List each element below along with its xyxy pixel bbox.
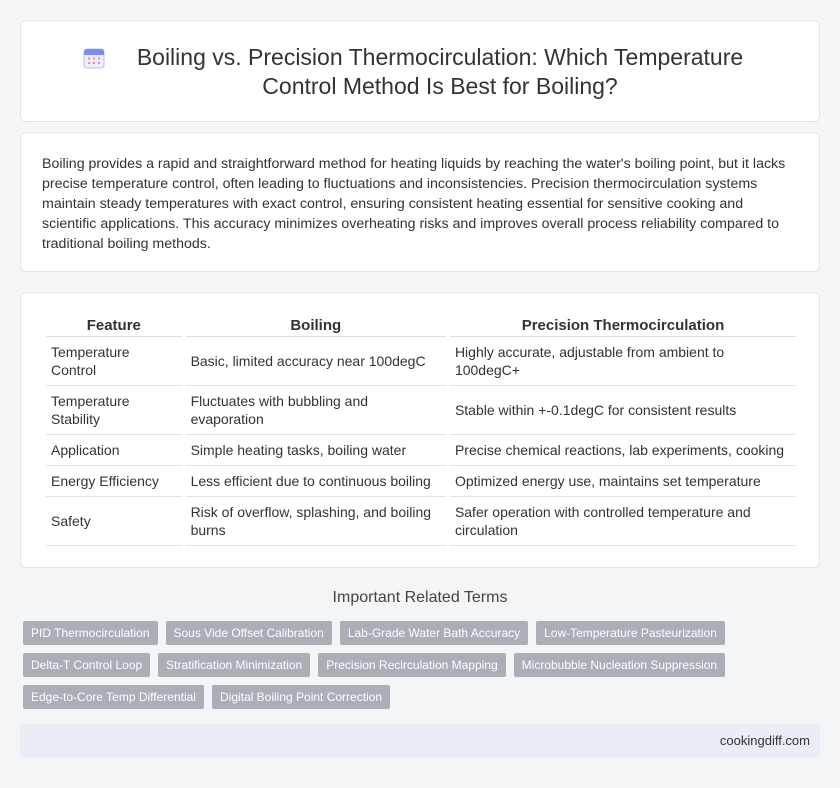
- related-term-tag[interactable]: Stratification Minimization: [158, 653, 310, 677]
- table-row: [46, 466, 796, 497]
- footer: [20, 724, 820, 758]
- table-row: [46, 386, 796, 435]
- table-cell: Stable within +-0.1degC for consistent results: [450, 386, 796, 435]
- related-term-tag[interactable]: Delta-T Control Loop: [23, 653, 150, 677]
- table-cell: Temperature Control: [46, 337, 182, 386]
- table-cell: Fluctuates with bubbling and evaporation: [186, 386, 446, 435]
- intro-paragraph: Boiling provides a rapid and straightforward method for heating liquids by reaching the water's boiling point, but it lacks precise temperature control, often leading to fluctuations and inconsistencies. Precision thermocirculation systems maintain steady temperatures with exact control, ensuring consistent heating essential for sensitive cooking and scientific applications. This accuracy minimizes overheating risks and improves overall process reliability compared to traditional boiling methods.: [42, 156, 786, 252]
- related-term-tag[interactable]: Digital Boiling Point Correction: [212, 685, 390, 709]
- table-cell: Precise chemical reactions, lab experiments, cooking: [450, 435, 796, 466]
- related-terms-title: Important Related Terms: [332, 589, 508, 606]
- table-cell: Highly accurate, adjustable from ambient to 100degC+: [450, 337, 796, 386]
- table-cell: Less efficient due to continuous boiling: [186, 466, 446, 497]
- related-term-tag[interactable]: Edge-to-Core Temp Differential: [23, 685, 204, 709]
- header-feature: Feature: [46, 315, 182, 337]
- comparison-table: [42, 315, 800, 546]
- header-boiling: Boiling: [186, 315, 446, 337]
- related-term-tag[interactable]: Microbubble Nucleation Suppression: [514, 653, 725, 677]
- title-card: [20, 20, 820, 122]
- comparison-table-card: [20, 292, 820, 568]
- related-term-tag[interactable]: Sous Vide Offset Calibration: [166, 621, 332, 645]
- table-cell: Optimized energy use, maintains set temperature: [450, 466, 796, 497]
- table-header-row: [46, 315, 796, 337]
- page-title: Boiling vs. Precision Thermocirculation: Which Temperature Control Method Is Best for Boiling?: [136, 44, 744, 99]
- table-row: [46, 435, 796, 466]
- table-cell: Simple heating tasks, boiling water: [186, 435, 446, 466]
- table-row: [46, 497, 796, 546]
- header-precision-thermocirculation: Precision Thermocirculation: [450, 315, 796, 337]
- related-term-tag[interactable]: Precision Recirculation Mapping: [318, 653, 505, 677]
- footer-site-link[interactable]: cookingdiff.com: [719, 733, 810, 748]
- related-terms-list: [23, 621, 813, 717]
- table-cell: Safety: [46, 497, 182, 546]
- table-cell: Safer operation with controlled temperature and circulation: [450, 497, 796, 546]
- table-row: [46, 337, 796, 386]
- intro-card: [20, 132, 820, 272]
- related-term-tag[interactable]: PID Thermocirculation: [23, 621, 158, 645]
- table-cell: Application: [46, 435, 182, 466]
- related-term-tag[interactable]: Low-Temperature Pasteurization: [536, 621, 725, 645]
- table-cell: Temperature Stability: [46, 386, 182, 435]
- table-cell: Risk of overflow, splashing, and boiling burns: [186, 497, 446, 546]
- table-cell: Energy Efficiency: [46, 466, 182, 497]
- related-term-tag[interactable]: Lab-Grade Water Bath Accuracy: [340, 621, 528, 645]
- table-cell: Basic, limited accuracy near 100degC: [186, 337, 446, 386]
